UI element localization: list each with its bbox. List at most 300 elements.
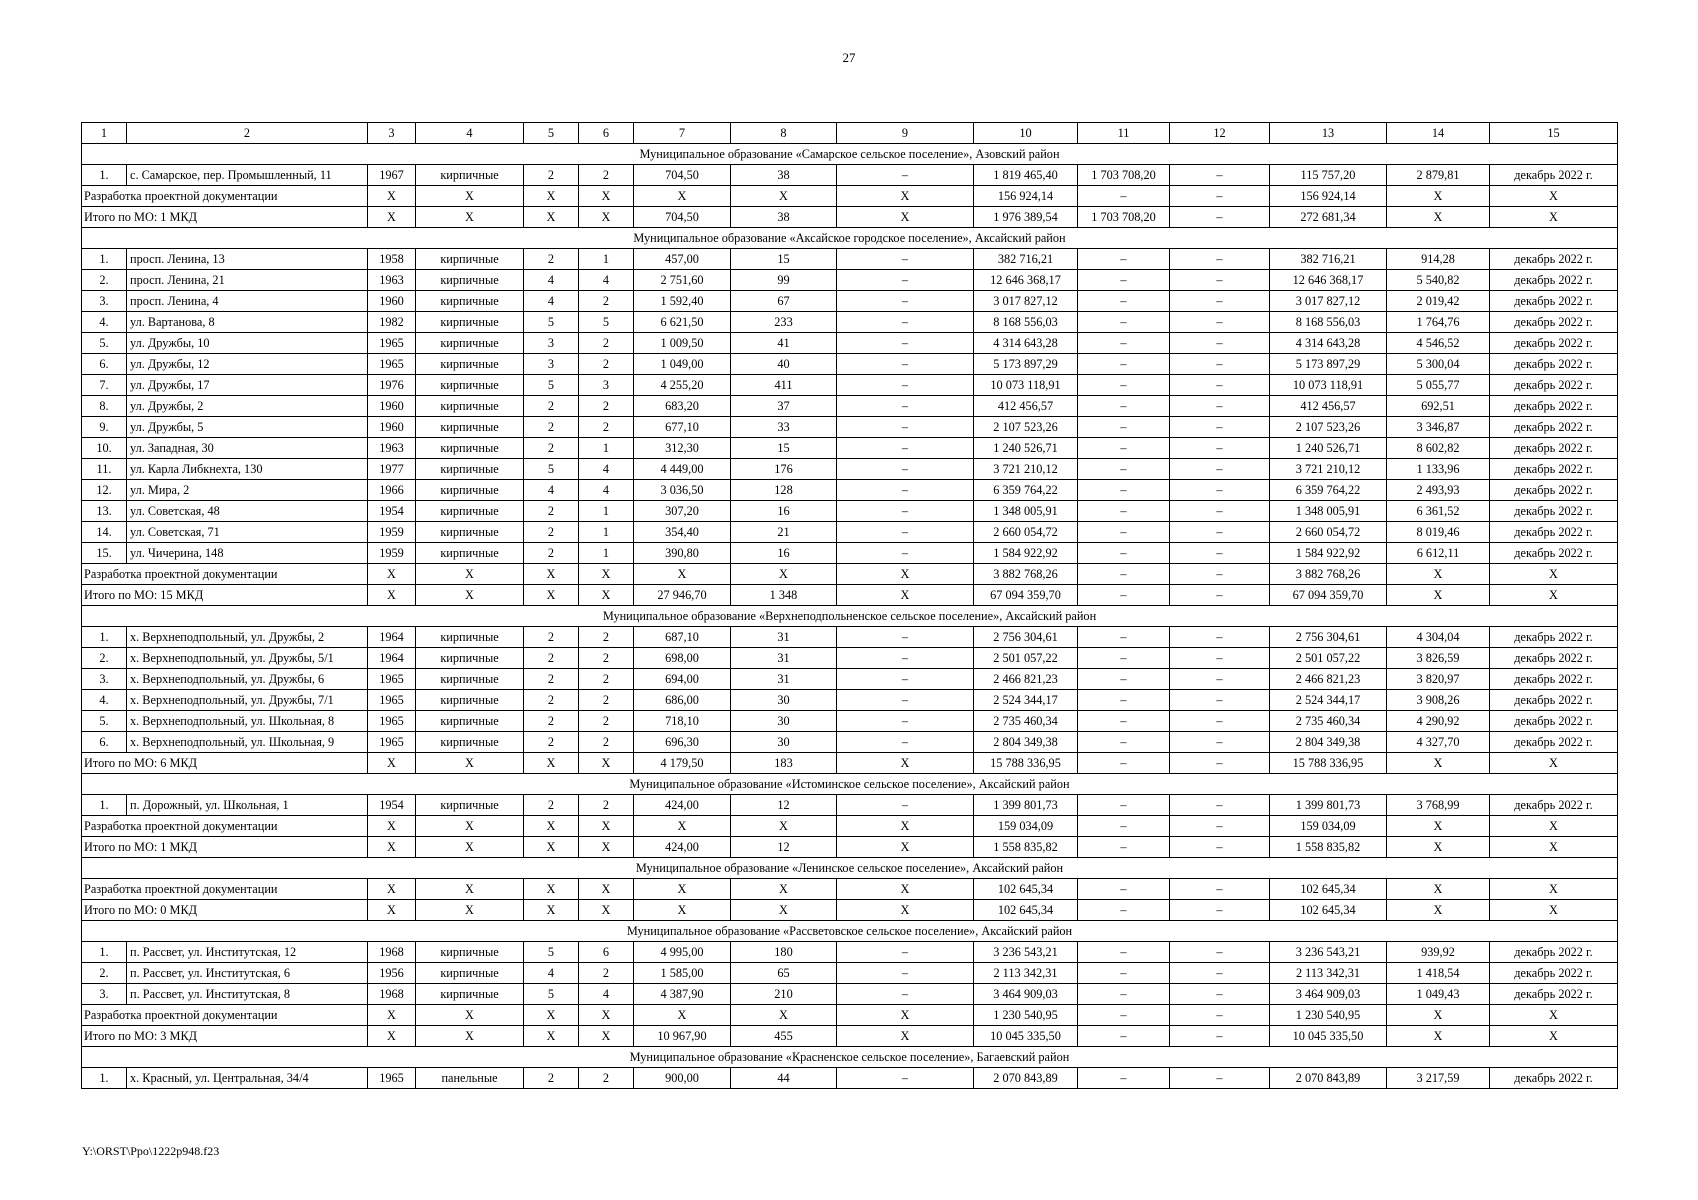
- table-cell: –: [1170, 396, 1270, 417]
- row-number-cell: 1.: [82, 165, 127, 186]
- table-cell: –: [1078, 354, 1170, 375]
- table-cell: 102 645,34: [1270, 900, 1387, 921]
- table-cell: 382 716,21: [974, 249, 1078, 270]
- table-cell: 3 882 768,26: [974, 564, 1078, 585]
- table-cell: 1960: [368, 417, 416, 438]
- table-cell: –: [1078, 753, 1170, 774]
- table-cell: –: [1078, 1068, 1170, 1089]
- table-cell: 1 049,00: [634, 354, 731, 375]
- table-row: [82, 963, 1618, 984]
- table-cell: 412 456,57: [974, 396, 1078, 417]
- table-cell: 2: [579, 732, 634, 753]
- table-cell: кирпичные: [416, 375, 524, 396]
- table-row: [82, 522, 1618, 543]
- table-cell: 1: [579, 501, 634, 522]
- table-cell: –: [1170, 963, 1270, 984]
- address-cell: п. Рассвет, ул. Институтская, 6: [127, 963, 368, 984]
- table-cell: –: [1078, 438, 1170, 459]
- column-number-cell: 4: [416, 123, 524, 144]
- table-cell: 8 168 556,03: [974, 312, 1078, 333]
- table-row: [82, 417, 1618, 438]
- section-heading-row: [82, 1047, 1618, 1068]
- table-cell: 1959: [368, 522, 416, 543]
- table-cell: –: [1170, 312, 1270, 333]
- address-cell: ул. Западная, 30: [127, 438, 368, 459]
- address-cell: ул. Чичерина, 148: [127, 543, 368, 564]
- table-cell: 914,28: [1387, 249, 1490, 270]
- table-cell: X: [524, 1005, 579, 1026]
- table-cell: 40: [731, 354, 837, 375]
- table-cell: 102 645,34: [1270, 879, 1387, 900]
- table-cell: 5 300,04: [1387, 354, 1490, 375]
- row-number-cell: 14.: [82, 522, 127, 543]
- table-cell: 3 017 827,12: [974, 291, 1078, 312]
- section-heading-row: [82, 921, 1618, 942]
- table-cell: –: [1078, 690, 1170, 711]
- table-cell: 1 348 005,91: [974, 501, 1078, 522]
- table-cell: декабрь 2022 г.: [1490, 522, 1618, 543]
- table-cell: кирпичные: [416, 522, 524, 543]
- table-cell: 307,20: [634, 501, 731, 522]
- table-cell: 1965: [368, 690, 416, 711]
- table-cell: декабрь 2022 г.: [1490, 963, 1618, 984]
- table-cell: 939,92: [1387, 942, 1490, 963]
- table-cell: X: [524, 753, 579, 774]
- column-number-row: [82, 123, 1618, 144]
- table-cell: 424,00: [634, 837, 731, 858]
- table-cell: X: [524, 1026, 579, 1047]
- table-cell: X: [579, 1005, 634, 1026]
- table-cell: декабрь 2022 г.: [1490, 417, 1618, 438]
- table-cell: 2 735 460,34: [1270, 711, 1387, 732]
- table-cell: 2: [579, 690, 634, 711]
- table-cell: X: [416, 564, 524, 585]
- table-cell: 5: [524, 459, 579, 480]
- column-number-cell: 15: [1490, 123, 1618, 144]
- table-cell: X: [416, 585, 524, 606]
- table-cell: 3 826,59: [1387, 648, 1490, 669]
- table-cell: кирпичные: [416, 732, 524, 753]
- column-number-cell: 12: [1170, 123, 1270, 144]
- table-row: [82, 1068, 1618, 1089]
- table-cell: 1960: [368, 396, 416, 417]
- section-heading: Муниципальное образование «Самарское сельское поселение», Азовский район: [82, 144, 1618, 165]
- register-table: [81, 122, 1618, 1089]
- table-cell: кирпичные: [416, 270, 524, 291]
- table-cell: X: [1490, 837, 1618, 858]
- table-cell: X: [634, 879, 731, 900]
- table-cell: 3 464 909,03: [1270, 984, 1387, 1005]
- table-cell: 424,00: [634, 795, 731, 816]
- column-number-cell: 10: [974, 123, 1078, 144]
- table-cell: кирпичные: [416, 459, 524, 480]
- table-row: [82, 165, 1618, 186]
- table-cell: 1958: [368, 249, 416, 270]
- table-cell: 176: [731, 459, 837, 480]
- table-cell: 2: [579, 627, 634, 648]
- table-cell: X: [1490, 564, 1618, 585]
- table-cell: 718,10: [634, 711, 731, 732]
- table-cell: X: [368, 1026, 416, 1047]
- table-row: [82, 270, 1618, 291]
- section-heading-row: [82, 774, 1618, 795]
- table-cell: 2 070 843,89: [1270, 1068, 1387, 1089]
- table-cell: декабрь 2022 г.: [1490, 249, 1618, 270]
- table-cell: 159 034,09: [974, 816, 1078, 837]
- table-cell: 411: [731, 375, 837, 396]
- table-cell: декабрь 2022 г.: [1490, 165, 1618, 186]
- table-cell: 683,20: [634, 396, 731, 417]
- address-cell: просп. Ленина, 4: [127, 291, 368, 312]
- table-cell: 3 908,26: [1387, 690, 1490, 711]
- table-cell: X: [524, 564, 579, 585]
- table-cell: 4: [579, 270, 634, 291]
- table-cell: 1966: [368, 480, 416, 501]
- table-cell: 2: [579, 165, 634, 186]
- table-cell: –: [837, 375, 974, 396]
- table-cell: –: [1170, 942, 1270, 963]
- address-cell: х. Верхнеподпольный, ул. Дружбы, 2: [127, 627, 368, 648]
- table-cell: 2: [524, 543, 579, 564]
- table-cell: X: [634, 816, 731, 837]
- row-number-cell: 11.: [82, 459, 127, 480]
- table-cell: X: [579, 186, 634, 207]
- table-row: [82, 690, 1618, 711]
- table-cell: X: [579, 879, 634, 900]
- table-cell: –: [1170, 795, 1270, 816]
- table-cell: –: [1078, 669, 1170, 690]
- row-number-cell: 4.: [82, 312, 127, 333]
- table-cell: X: [1490, 1026, 1618, 1047]
- table-cell: X: [416, 186, 524, 207]
- table-cell: 2 019,42: [1387, 291, 1490, 312]
- table-body: [82, 123, 1618, 1089]
- table-cell: X: [524, 207, 579, 228]
- table-cell: –: [837, 711, 974, 732]
- table-cell: X: [731, 900, 837, 921]
- table-cell: 1 703 708,20: [1078, 165, 1170, 186]
- table-cell: –: [1078, 333, 1170, 354]
- table-cell: декабрь 2022 г.: [1490, 669, 1618, 690]
- summary-label: Разработка проектной документации: [82, 1005, 368, 1026]
- table-cell: X: [416, 879, 524, 900]
- table-cell: –: [1078, 417, 1170, 438]
- address-cell: х. Верхнеподпольный, ул. Дружбы, 5/1: [127, 648, 368, 669]
- table-cell: –: [837, 648, 974, 669]
- table-cell: 12: [731, 795, 837, 816]
- table-cell: –: [1078, 942, 1170, 963]
- summary-row: [82, 1026, 1618, 1047]
- table-cell: X: [731, 564, 837, 585]
- table-cell: –: [1170, 627, 1270, 648]
- summary-label: Разработка проектной документации: [82, 879, 368, 900]
- table-cell: 2 660 054,72: [1270, 522, 1387, 543]
- table-cell: 12 646 368,17: [1270, 270, 1387, 291]
- table-cell: 1963: [368, 270, 416, 291]
- footer-path: Y:\ORST\Ppo\1222p948.f23: [82, 1144, 220, 1158]
- table-row: [82, 795, 1618, 816]
- row-number-cell: 6.: [82, 354, 127, 375]
- row-number-cell: 9.: [82, 417, 127, 438]
- address-cell: ул. Советская, 71: [127, 522, 368, 543]
- table-cell: 1 348: [731, 585, 837, 606]
- table-cell: 210: [731, 984, 837, 1005]
- table-cell: кирпичные: [416, 480, 524, 501]
- table-cell: 27 946,70: [634, 585, 731, 606]
- table-cell: 2: [524, 249, 579, 270]
- table-cell: 4: [524, 291, 579, 312]
- table-cell: декабрь 2022 г.: [1490, 711, 1618, 732]
- table-cell: 1 240 526,71: [1270, 438, 1387, 459]
- table-cell: –: [1170, 1005, 1270, 1026]
- table-cell: 5 173 897,29: [974, 354, 1078, 375]
- table-cell: 3 036,50: [634, 480, 731, 501]
- table-cell: –: [837, 732, 974, 753]
- table-cell: 12 646 368,17: [974, 270, 1078, 291]
- section-heading: Муниципальное образование «Красненское сельское поселение», Багаевский район: [82, 1047, 1618, 1068]
- table-cell: 3 882 768,26: [1270, 564, 1387, 585]
- table-cell: 2 466 821,23: [1270, 669, 1387, 690]
- table-cell: –: [1170, 648, 1270, 669]
- table-cell: –: [1078, 879, 1170, 900]
- table-cell: 1965: [368, 711, 416, 732]
- table-cell: 233: [731, 312, 837, 333]
- table-cell: –: [1170, 249, 1270, 270]
- table-cell: –: [837, 270, 974, 291]
- table-cell: X: [416, 837, 524, 858]
- table-cell: 2 493,93: [1387, 480, 1490, 501]
- table-cell: X: [1387, 900, 1490, 921]
- table-cell: кирпичные: [416, 312, 524, 333]
- table-cell: –: [837, 459, 974, 480]
- table-cell: 2: [579, 795, 634, 816]
- table-cell: –: [1078, 732, 1170, 753]
- column-number-cell: 3: [368, 123, 416, 144]
- table-cell: 2: [579, 396, 634, 417]
- table-cell: 1956: [368, 963, 416, 984]
- table-cell: 102 645,34: [974, 879, 1078, 900]
- table-cell: 3 721 210,12: [1270, 459, 1387, 480]
- table-cell: 8 602,82: [1387, 438, 1490, 459]
- summary-label: Разработка проектной документации: [82, 186, 368, 207]
- table-cell: 1 230 540,95: [974, 1005, 1078, 1026]
- table-cell: 1968: [368, 984, 416, 1005]
- table-cell: X: [731, 816, 837, 837]
- table-cell: 33: [731, 417, 837, 438]
- table-row: [82, 354, 1618, 375]
- table-cell: X: [837, 753, 974, 774]
- table-cell: –: [1170, 291, 1270, 312]
- table-cell: X: [579, 753, 634, 774]
- table-cell: 2 756 304,61: [1270, 627, 1387, 648]
- table-cell: –: [1078, 900, 1170, 921]
- table-cell: –: [1170, 585, 1270, 606]
- table-cell: –: [1170, 1068, 1270, 1089]
- table-row: [82, 459, 1618, 480]
- table-cell: 67 094 359,70: [1270, 585, 1387, 606]
- table-cell: –: [1170, 669, 1270, 690]
- table-cell: X: [1387, 585, 1490, 606]
- table-cell: 1: [579, 543, 634, 564]
- table-cell: 1 764,76: [1387, 312, 1490, 333]
- table-cell: 41: [731, 333, 837, 354]
- table-cell: –: [1170, 879, 1270, 900]
- table-cell: кирпичные: [416, 543, 524, 564]
- table-cell: 3 236 543,21: [974, 942, 1078, 963]
- table-cell: декабрь 2022 г.: [1490, 459, 1618, 480]
- table-cell: 2: [579, 291, 634, 312]
- table-cell: 1 584 922,92: [1270, 543, 1387, 564]
- table-cell: 2: [579, 417, 634, 438]
- table-cell: X: [579, 207, 634, 228]
- table-cell: 1965: [368, 1068, 416, 1089]
- table-cell: 10 967,90: [634, 1026, 731, 1047]
- table-cell: –: [1170, 165, 1270, 186]
- table-cell: –: [837, 627, 974, 648]
- summary-row: [82, 900, 1618, 921]
- table-cell: X: [837, 207, 974, 228]
- table-cell: 159 034,09: [1270, 816, 1387, 837]
- column-number-cell: 7: [634, 123, 731, 144]
- row-number-cell: 10.: [82, 438, 127, 459]
- table-cell: 2 107 523,26: [974, 417, 1078, 438]
- table-cell: 16: [731, 543, 837, 564]
- table-cell: 1977: [368, 459, 416, 480]
- table-cell: 2 879,81: [1387, 165, 1490, 186]
- section-heading: Муниципальное образование «Истоминское сельское поселение», Аксайский район: [82, 774, 1618, 795]
- table-cell: 12: [731, 837, 837, 858]
- table-cell: –: [837, 438, 974, 459]
- row-number-cell: 1.: [82, 1068, 127, 1089]
- table-cell: 4: [579, 984, 634, 1005]
- table-cell: –: [837, 1068, 974, 1089]
- row-number-cell: 1.: [82, 249, 127, 270]
- column-number-cell: 1: [82, 123, 127, 144]
- summary-row: [82, 585, 1618, 606]
- table-cell: 704,50: [634, 207, 731, 228]
- table-cell: X: [1490, 879, 1618, 900]
- table-cell: –: [1170, 438, 1270, 459]
- table-cell: –: [1170, 816, 1270, 837]
- table-row: [82, 480, 1618, 501]
- table-cell: –: [837, 795, 974, 816]
- table-cell: кирпичные: [416, 249, 524, 270]
- table-cell: –: [1078, 291, 1170, 312]
- table-cell: 1967: [368, 165, 416, 186]
- table-cell: 1 240 526,71: [974, 438, 1078, 459]
- table-cell: X: [579, 837, 634, 858]
- table-cell: 3 721 210,12: [974, 459, 1078, 480]
- section-heading-row: [82, 858, 1618, 879]
- table-cell: X: [731, 1005, 837, 1026]
- table-cell: 1 418,54: [1387, 963, 1490, 984]
- table-cell: 4 290,92: [1387, 711, 1490, 732]
- table-cell: 8 019,46: [1387, 522, 1490, 543]
- table-cell: 1 584 922,92: [974, 543, 1078, 564]
- table-cell: –: [837, 165, 974, 186]
- table-cell: X: [1490, 1005, 1618, 1026]
- table-cell: –: [1078, 963, 1170, 984]
- table-cell: 1 976 389,54: [974, 207, 1078, 228]
- row-number-cell: 1.: [82, 795, 127, 816]
- table-cell: 1 585,00: [634, 963, 731, 984]
- table-cell: декабрь 2022 г.: [1490, 480, 1618, 501]
- table-cell: –: [837, 669, 974, 690]
- table-cell: декабрь 2022 г.: [1490, 312, 1618, 333]
- table-cell: –: [1078, 1026, 1170, 1047]
- table-cell: 1965: [368, 354, 416, 375]
- table-cell: –: [1078, 648, 1170, 669]
- table-cell: 5: [524, 942, 579, 963]
- table-cell: 2: [524, 648, 579, 669]
- table-cell: 6 612,11: [1387, 543, 1490, 564]
- table-cell: декабрь 2022 г.: [1490, 270, 1618, 291]
- table-cell: X: [837, 585, 974, 606]
- address-cell: п. Рассвет, ул. Институтская, 12: [127, 942, 368, 963]
- table-cell: декабрь 2022 г.: [1490, 984, 1618, 1005]
- table-row: [82, 648, 1618, 669]
- table-cell: 67: [731, 291, 837, 312]
- table-cell: –: [1078, 270, 1170, 291]
- row-number-cell: 13.: [82, 501, 127, 522]
- table-cell: 704,50: [634, 165, 731, 186]
- table-cell: –: [1078, 564, 1170, 585]
- table-cell: X: [837, 900, 974, 921]
- row-number-cell: 3.: [82, 669, 127, 690]
- table-cell: 2 751,60: [634, 270, 731, 291]
- table-cell: X: [1490, 207, 1618, 228]
- table-cell: 2: [524, 627, 579, 648]
- table-cell: 2 466 821,23: [974, 669, 1078, 690]
- summary-label: Итого по МО: 0 МКД: [82, 900, 368, 921]
- table-cell: –: [837, 963, 974, 984]
- table-cell: 4 995,00: [634, 942, 731, 963]
- table-cell: 37: [731, 396, 837, 417]
- table-cell: кирпичные: [416, 711, 524, 732]
- table-cell: –: [1170, 207, 1270, 228]
- table-cell: кирпичные: [416, 501, 524, 522]
- table-cell: 30: [731, 732, 837, 753]
- table-cell: X: [634, 900, 731, 921]
- table-cell: X: [837, 837, 974, 858]
- table-cell: кирпичные: [416, 627, 524, 648]
- table-cell: 2 660 054,72: [974, 522, 1078, 543]
- table-cell: 5 540,82: [1387, 270, 1490, 291]
- row-number-cell: 8.: [82, 396, 127, 417]
- table-cell: 15: [731, 249, 837, 270]
- table-cell: –: [1078, 711, 1170, 732]
- table-cell: 2: [524, 438, 579, 459]
- table-cell: X: [634, 186, 731, 207]
- table-cell: X: [1387, 1026, 1490, 1047]
- table-cell: 1 592,40: [634, 291, 731, 312]
- summary-label: Разработка проектной документации: [82, 564, 368, 585]
- table-cell: X: [837, 879, 974, 900]
- table-cell: 1: [579, 438, 634, 459]
- table-cell: –: [837, 333, 974, 354]
- table-cell: 2: [524, 417, 579, 438]
- table-cell: 1 049,43: [1387, 984, 1490, 1005]
- table-cell: –: [837, 480, 974, 501]
- table-cell: кирпичные: [416, 690, 524, 711]
- table-cell: 3 768,99: [1387, 795, 1490, 816]
- table-cell: 1 133,96: [1387, 459, 1490, 480]
- address-cell: просп. Ленина, 21: [127, 270, 368, 291]
- table-cell: 4 179,50: [634, 753, 731, 774]
- table-cell: 1968: [368, 942, 416, 963]
- summary-row: [82, 207, 1618, 228]
- table-cell: 1954: [368, 501, 416, 522]
